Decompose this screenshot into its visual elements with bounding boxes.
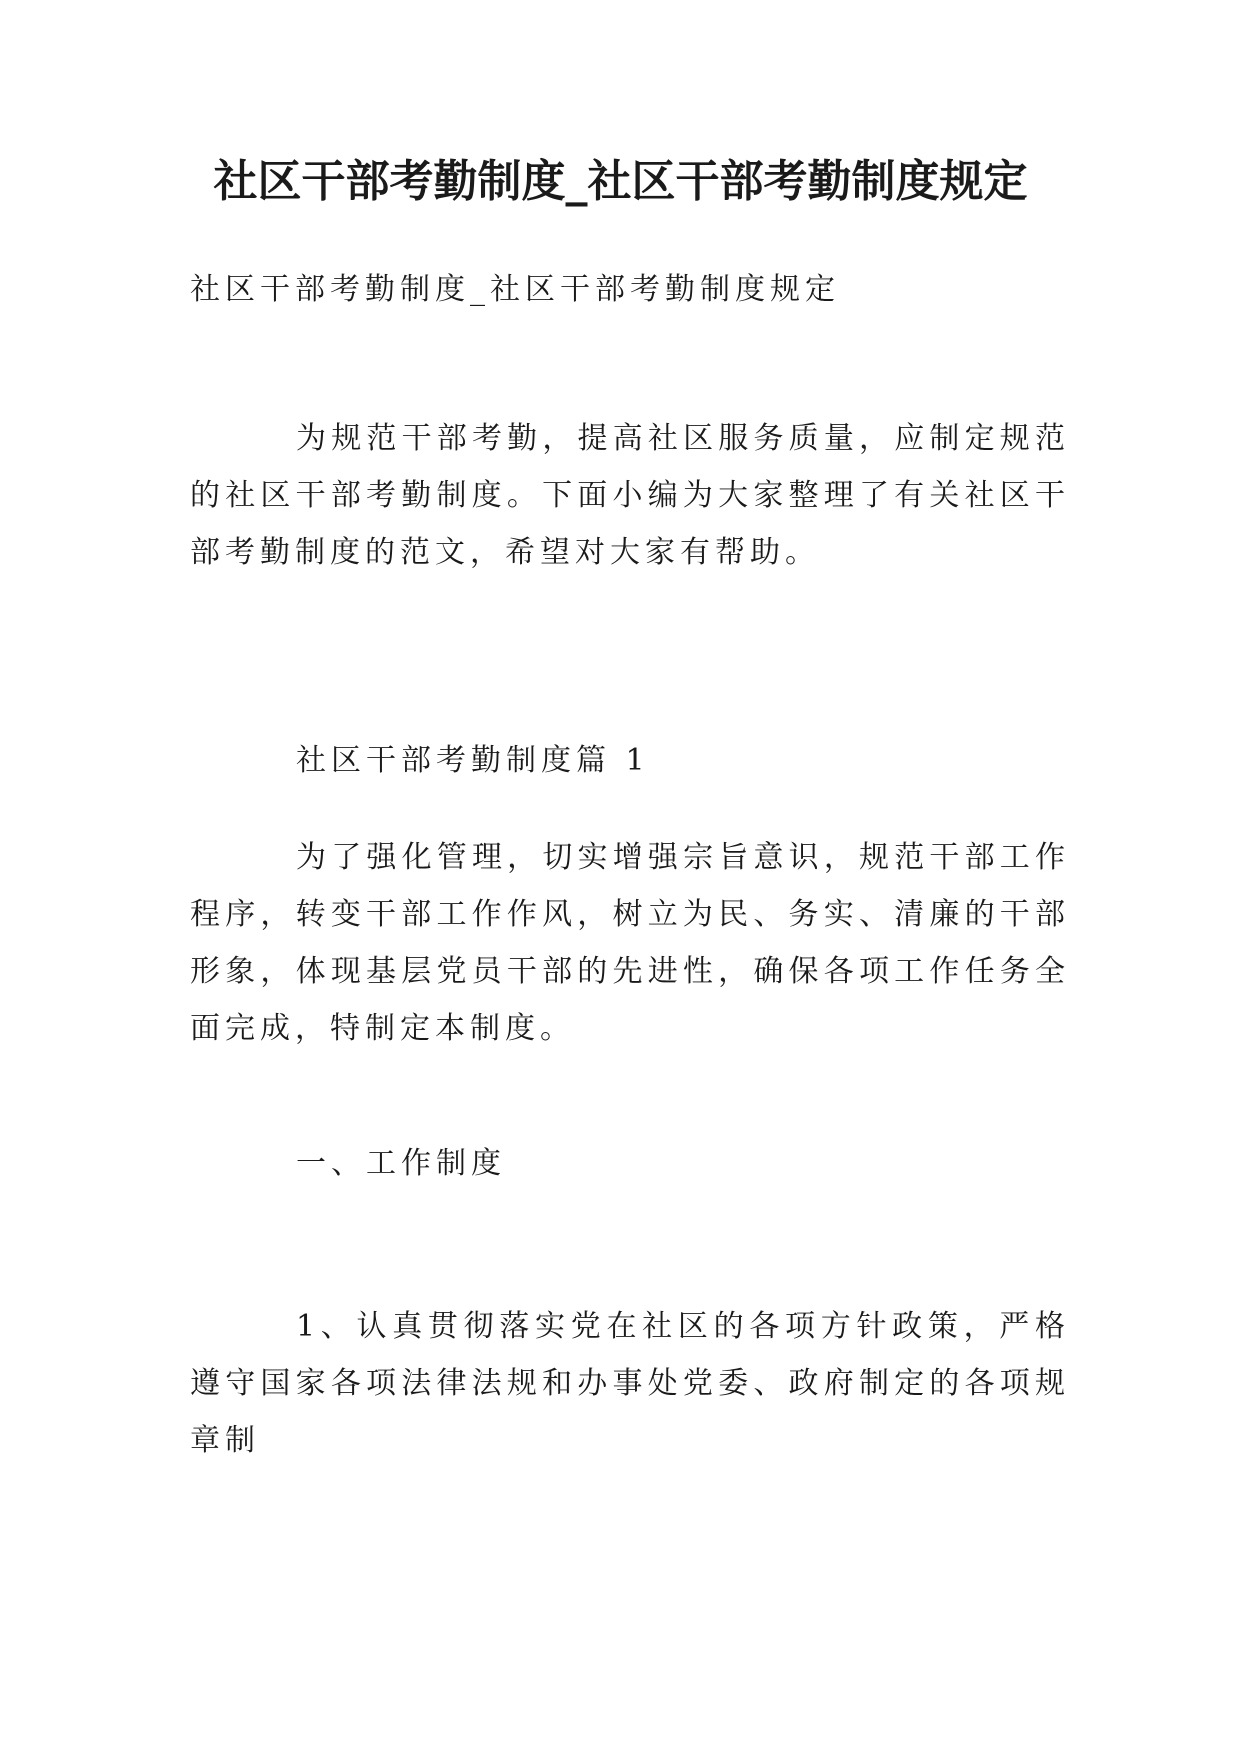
document-subtitle: 社区干部考勤制度_社区干部考勤制度规定 (190, 272, 840, 307)
section-heading: 社区干部考勤制度篇 1 (296, 743, 650, 778)
chapter-heading: 一、工作制度 (296, 1146, 506, 1181)
item-1-paragraph: 1、认真贯彻落实党在社区的各项方针政策，严格遵守国家各项法律法规和办事处党委、政府制定的各项规章制 (190, 1309, 1070, 1458)
document-title: 社区干部考勤制度_社区干部考勤制度规定 (213, 156, 1028, 207)
intro-paragraph: 为规范干部考勤，提高社区服务质量，应制定规范的社区干部考勤制度。下面小编为大家整理了有关社区干部考勤制度的范文，希望对大家有帮助。 (190, 421, 1070, 570)
purpose-paragraph: 为了强化管理，切实增强宗旨意识，规范干部工作程序，转变干部工作作风，树立为民、务实、清廉的干部形象，体现基层党员干部的先进性，确保各项工作任务全面完成，特制定本制度。 (190, 840, 1070, 1046)
